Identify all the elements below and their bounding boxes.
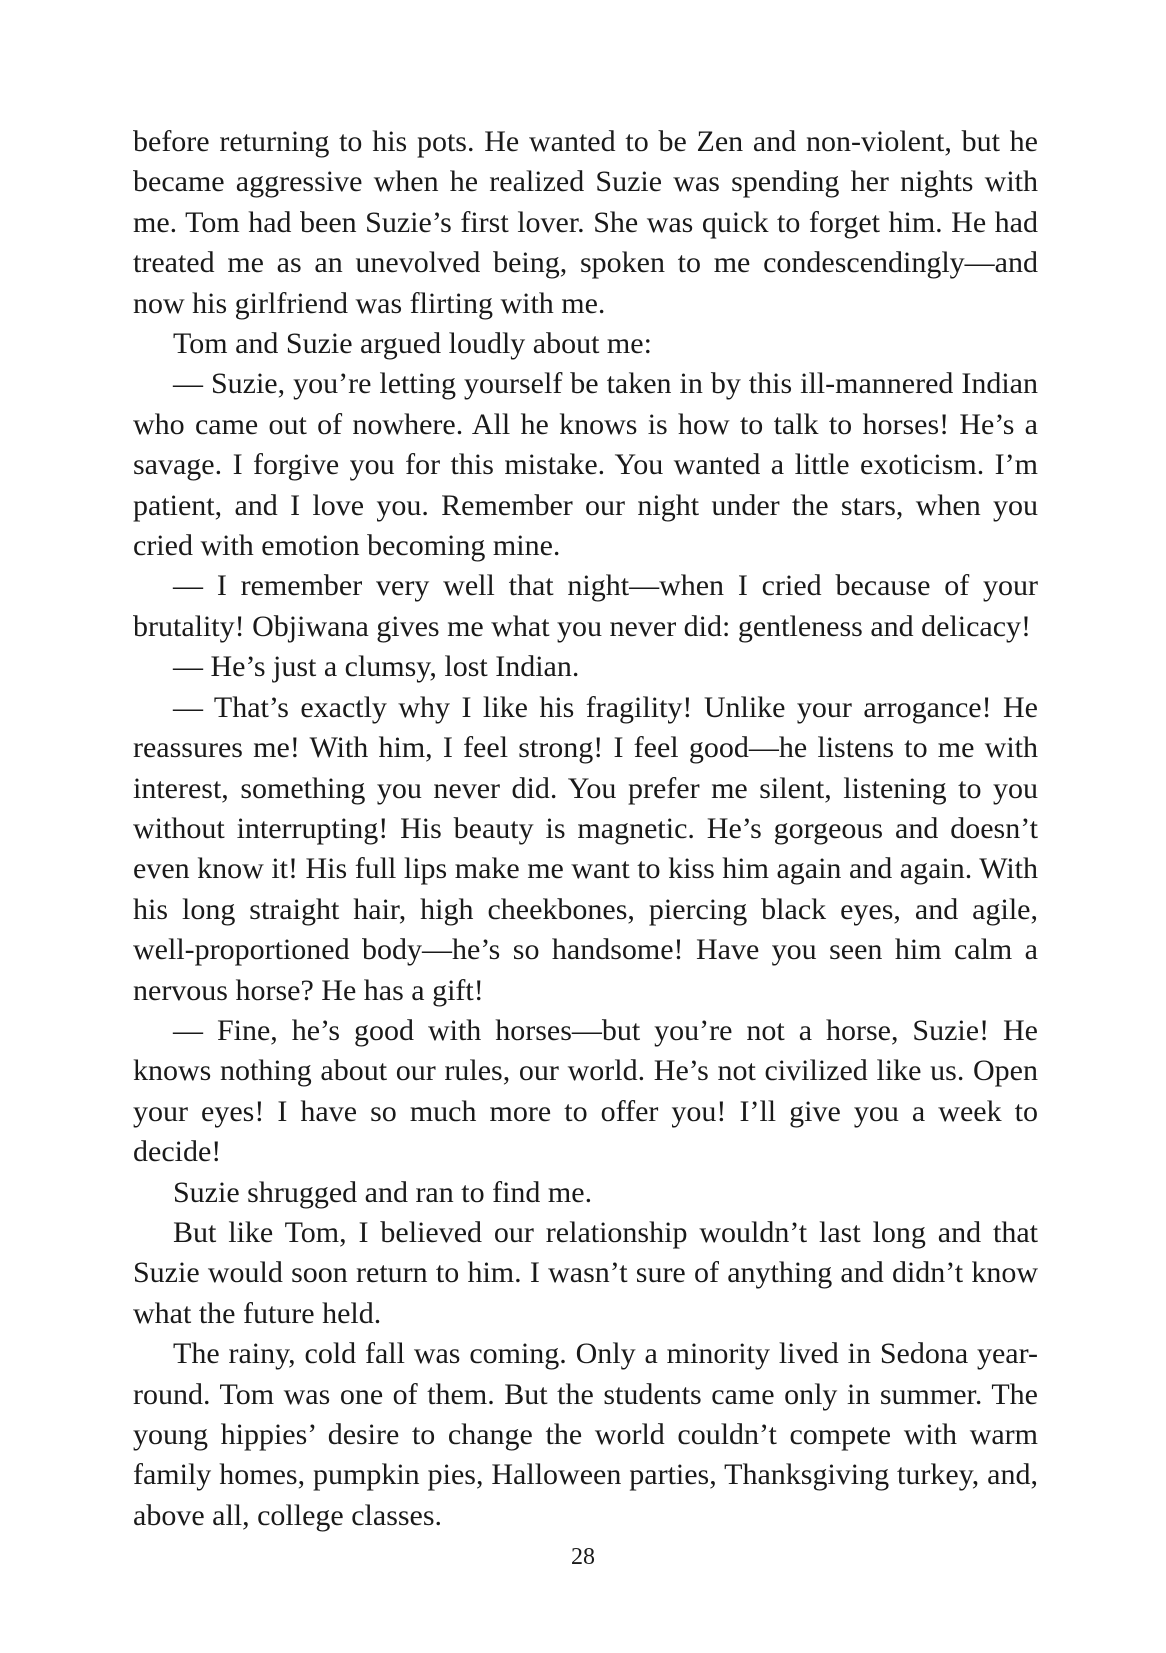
dialogue-paragraph: — That’s exactly why I like his fragility! Unlike your arrogance! He reassures me! With him, I feel strong! I feel good—he listens to me with interest, something you never did. You prefer me silent, listening to you without interrupting! His beauty is magnetic. He’s gorgeous and doesn’t even know it! His full lips make me want to kiss him again and again. With his long straight hair, high cheekbones, piercing black eyes, and agile, well-proportioned body—he’s so handsome! Have you seen him calm a nervous horse? He has a gift! bbox=[133, 690, 1038, 1007]
dialogue-paragraph: — Suzie, you’re letting yourself be taken in by this ill-mannered Indian who came out of nowhere. All he knows is how to talk to horses! He’s a savage. I forgive you for this mistake. You wanted a little exoticism. I’m patient, and I love you. Remember our night under the stars, when you cried with emotion becoming mine. bbox=[133, 367, 1038, 563]
dialogue-paragraph: — Fine, he’s good with horses—but you’re not a horse, Suzie! He knows nothing about our rules, our world. He’s not civilized like us. Open your eyes! I have so much more to offer you! I’ll give you a week to decide! bbox=[133, 1013, 1038, 1169]
paragraph: before returning to his pots. He wanted to be Zen and non-violent, but he became aggressive when he realized Suzie was spending her nights with me. Tom had been Suzie’s first lover. She was quick to forget him. He had treated me as an unevolved being, spoken to me condescendingly—and now his girlfriend was flirting with me. bbox=[133, 125, 1038, 320]
paragraph: The rainy, cold fall was coming. Only a minority lived in Sedona year-round. Tom was one of them. But the students came only in summer. The young hippies’ desire to change the world couldn’t compete with warm family homes, pumpkin pies, Halloween parties, Thanksgiving turkey, and, above all, college classes. bbox=[133, 1337, 1038, 1532]
paragraph: Tom and Suzie argued loudly about me: bbox=[173, 327, 652, 361]
dialogue-paragraph: — He’s just a clumsy, lost Indian. bbox=[173, 650, 580, 684]
page-number: 28 bbox=[571, 1544, 595, 1570]
paragraph: Suzie shrugged and ran to find me. bbox=[173, 1175, 593, 1209]
page-body bbox=[133, 122, 1038, 1536]
paragraph: But like Tom, I believed our relationship wouldn’t last long and that Suzie would soon return to him. I wasn’t sure of anything and didn’t know what the future held. bbox=[133, 1215, 1038, 1330]
dialogue-paragraph: — I remember very well that night—when I cried because of your brutality! Objiwana gives me what you never did: gentleness and delicacy! bbox=[133, 569, 1038, 643]
